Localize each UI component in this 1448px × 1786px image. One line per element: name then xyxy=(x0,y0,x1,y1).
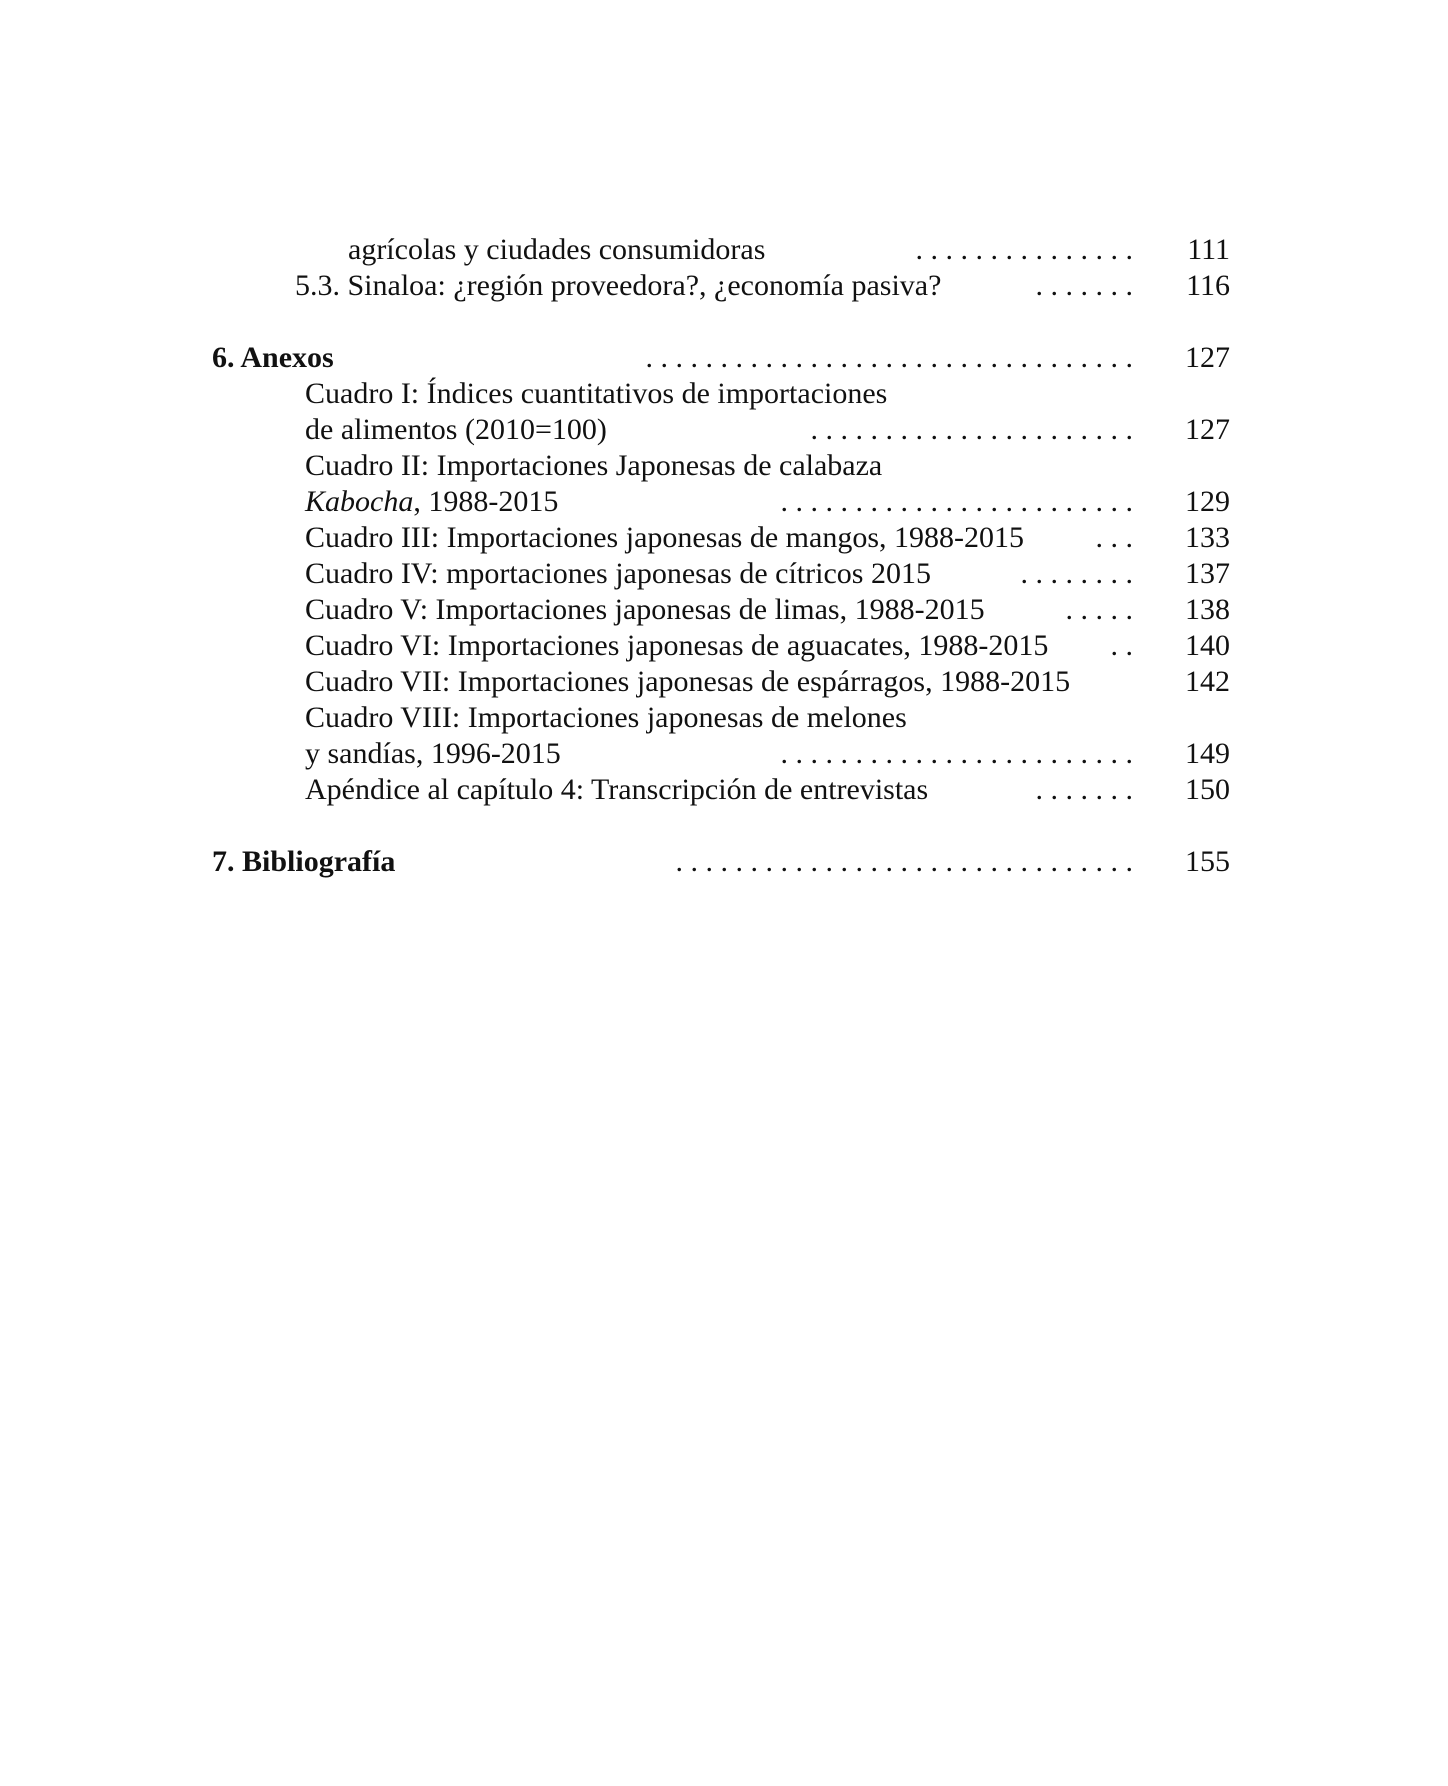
toc-entry xyxy=(212,664,1230,700)
toc-entry xyxy=(212,628,1230,664)
toc-page-number: 116 xyxy=(1186,269,1230,302)
toc-entry xyxy=(212,268,1230,304)
toc-entry-title: Cuadro VII: Importaciones japonesas de espárragos, 1988-2015 xyxy=(305,665,1071,698)
toc-entry-line xyxy=(212,376,1230,412)
dot-leader: . . . . . . . . . . . . . . . . . . . . . . xyxy=(810,413,1133,446)
toc-entry-title: Cuadro III: Importaciones japonesas de mangos, 1988-2015 xyxy=(305,521,1024,554)
toc-entry xyxy=(212,412,1230,448)
toc-entry xyxy=(212,556,1230,592)
toc-entry-title-rest: , 1988-2015 xyxy=(413,485,559,518)
toc-entry-title-italic: Kabocha xyxy=(305,485,414,518)
dot-leader: . . . . . . . xyxy=(1035,269,1133,302)
toc-page-number: 138 xyxy=(1185,593,1230,626)
toc-chapter-title: 6. Anexos xyxy=(212,341,334,374)
toc-page-number: 127 xyxy=(1185,413,1230,446)
toc-entry-title: Cuadro V: Importaciones japonesas de limas, 1988-2015 xyxy=(305,593,985,626)
dot-leader: . . . . . . . . . . . . . . . . . . . . . . . . . . . . . . . . . xyxy=(645,341,1133,374)
toc-entry xyxy=(212,592,1230,628)
toc-entry-line xyxy=(212,448,1230,484)
dot-leader: . . . . . . . xyxy=(1035,773,1133,806)
spacer xyxy=(212,808,1230,844)
toc-page-number: 137 xyxy=(1185,557,1230,590)
toc-entry-title: Apéndice al capítulo 4: Transcripción de entrevistas xyxy=(305,773,929,806)
toc-entry-title: Cuadro II: Importaciones Japonesas de calabaza xyxy=(305,449,883,482)
dot-leader: . . . . . xyxy=(1065,593,1133,626)
dot-leader: . . . . . . . . . . . . . . . . . . . . . . . . . . . . . . . xyxy=(675,845,1133,878)
toc-entry xyxy=(212,484,1230,520)
toc-page-number: 155 xyxy=(1185,845,1230,878)
dot-leader: . . . . . . . . . . . . . . . . . . . . . . . . xyxy=(780,737,1133,770)
toc-entry xyxy=(212,772,1230,808)
dot-leader: . . . . . . . . xyxy=(1020,557,1133,590)
toc-entry xyxy=(212,736,1230,772)
spacer xyxy=(212,304,1230,340)
toc-chapter xyxy=(212,340,1230,376)
toc-page-number: 142 xyxy=(1185,665,1230,698)
toc-page-number: 140 xyxy=(1185,629,1230,662)
toc-entry xyxy=(212,520,1230,556)
toc-chapter xyxy=(212,844,1230,880)
toc-page-number: 150 xyxy=(1185,773,1230,806)
toc-entry-title: agrícolas y ciudades consumidoras xyxy=(348,233,766,266)
toc-entry-title: 5.3. Sinaloa: ¿región proveedora?, ¿economía pasiva? xyxy=(295,269,942,302)
table-of-contents xyxy=(212,232,1230,880)
toc-chapter-title: 7. Bibliografía xyxy=(212,845,396,878)
toc-entry-line xyxy=(212,700,1230,736)
toc-entry-title: Cuadro VI: Importaciones japonesas de aguacates, 1988-2015 xyxy=(305,629,1049,662)
toc-page-number: 129 xyxy=(1185,485,1230,518)
toc-entry xyxy=(212,232,1230,268)
dot-leader: . . . xyxy=(1095,521,1133,554)
toc-page-number: 133 xyxy=(1185,521,1230,554)
toc-entry-title: Cuadro I: Índices cuantitativos de importaciones xyxy=(305,377,888,410)
dot-leader: . . xyxy=(1110,629,1133,662)
toc-entry-title: y sandías, 1996-2015 xyxy=(305,737,561,770)
toc-entry-title: Cuadro VIII: Importaciones japonesas de melones xyxy=(305,701,907,734)
toc-entry-title xyxy=(305,484,558,520)
toc-page-number: 111 xyxy=(1187,233,1230,266)
toc-page-number: 127 xyxy=(1185,341,1230,374)
toc-entry-title: de alimentos (2010=100) xyxy=(305,413,607,446)
dot-leader: . . . . . . . . . . . . . . . xyxy=(915,233,1133,266)
toc-page-number: 149 xyxy=(1185,737,1230,770)
dot-leader: . . . . . . . . . . . . . . . . . . . . . . . . xyxy=(780,485,1133,518)
toc-entry-title: Cuadro IV: mportaciones japonesas de cítricos 2015 xyxy=(305,557,931,590)
